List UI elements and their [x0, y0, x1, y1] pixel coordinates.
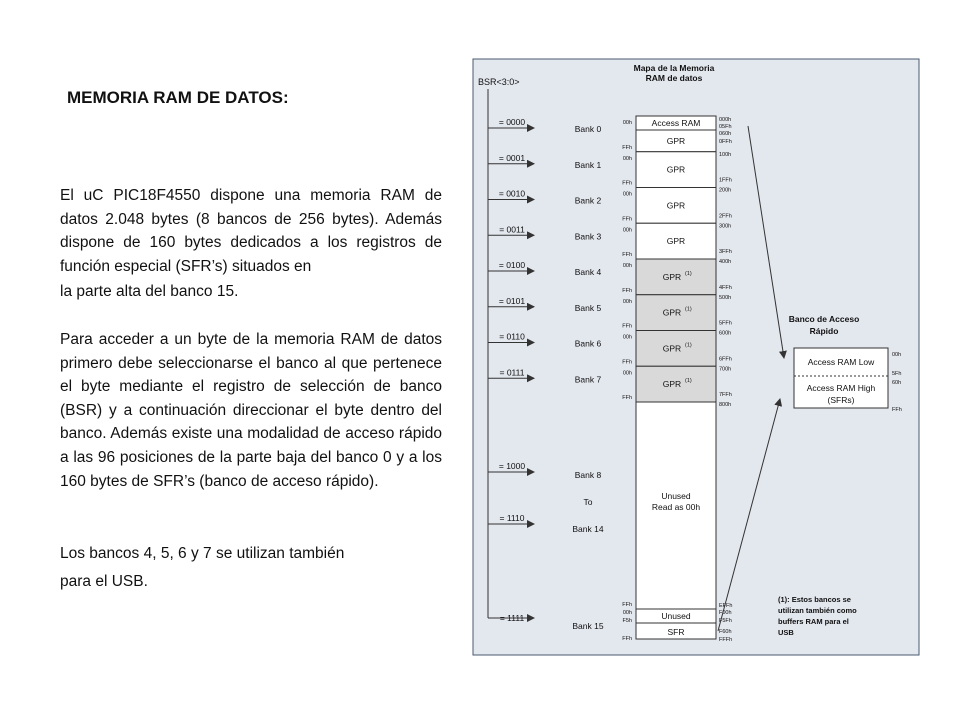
note-line4: USB	[778, 628, 794, 637]
gpr-label: GPR	[666, 236, 686, 247]
address-right: 2FFh	[719, 213, 732, 220]
address-right: 600h	[719, 330, 732, 337]
access-ram-high-label: Access RAM High	[806, 383, 876, 393]
fast-bank-address: 60h	[892, 380, 902, 386]
bank-start-address: 00h	[622, 227, 632, 234]
gpr-label-bank0: GPR	[666, 136, 686, 146]
bank-end-address: FFh	[622, 180, 632, 187]
address-05fh: 05Fh	[719, 124, 732, 130]
bank15-left-address: FFh	[622, 636, 632, 642]
bsr-value: = 0011	[499, 224, 525, 235]
note-line2: utilizan también como	[778, 606, 857, 615]
bank-end-address: FFh	[622, 216, 632, 223]
address-right: 3FFh	[719, 249, 732, 255]
bsr-value-1000: = 1000	[498, 461, 526, 471]
bank15-right-address: EFFh	[719, 603, 733, 609]
paragraph-usb-banks-cont: para el USB.	[60, 573, 148, 590]
address-right: 400h	[719, 259, 732, 265]
gpr-label: GPR	[666, 200, 686, 211]
address-right: 6FFh	[719, 356, 732, 363]
bsr-value: = 0100	[498, 260, 526, 270]
address-right: 500h	[719, 294, 732, 301]
address-0ffh: 0FFh	[719, 139, 732, 145]
address-right: 300h	[719, 223, 732, 230]
address-000h: 000h	[719, 117, 732, 123]
bank-end-address: FFh	[622, 144, 632, 151]
fast-bank-address: 00h	[892, 352, 902, 358]
paragraph-ram-size-cont: la parte alta del banco 15.	[60, 283, 239, 300]
bank-end-address: FFh	[622, 395, 632, 401]
bsr-value-1110: = 1110	[499, 513, 525, 523]
paragraph-ram-size: El uC PIC18F4550 dispone una memoria RAM de datos 2.048 bytes (8 bancos de 256 bytes). Además dispone de 160 bytes dedicados a los registros de función especial (SFR’s) situados en	[60, 187, 442, 275]
bank-label: Bank 3	[574, 231, 602, 242]
to-label: To	[583, 497, 593, 507]
bank-label: Bank 7	[574, 374, 602, 385]
bank-start-address: 00h	[622, 155, 632, 162]
bank15-sfr-label: SFR	[667, 627, 685, 637]
diagram-title-line2: RAM de datos	[645, 73, 703, 83]
bsr-value: = 0110	[499, 331, 525, 342]
bank-label: Bank 5	[574, 302, 602, 313]
bank-label: Bank 4	[574, 267, 602, 277]
bank15-right-address: FFFh	[719, 637, 733, 643]
bank15-unused-label: Unused	[661, 611, 691, 621]
gpr-label: GPR	[666, 164, 686, 175]
gpr-label: GPR	[662, 379, 682, 390]
gpr-footnote-marker: (1)	[685, 378, 692, 385]
gpr-label: GPR	[662, 307, 682, 318]
bank-start-address: 00h	[622, 370, 632, 377]
fast-bank-title-line1: Banco de Acceso	[788, 314, 860, 324]
unused-label-line2: Read as 00h	[651, 502, 701, 512]
address-right: 1FFh	[719, 177, 732, 184]
bank15-left-address: FFh	[622, 602, 632, 608]
bank-label: Bank 1	[574, 159, 602, 170]
address-right: 5FFh	[719, 320, 732, 327]
bank-start-address: 00h	[622, 263, 632, 269]
bank-end-address: FFh	[622, 359, 632, 366]
bank15-left-address: 00h	[622, 610, 632, 616]
fast-bank-address: FFh	[892, 407, 902, 413]
address-right: 4FFh	[719, 284, 732, 291]
access-ram-high-sfrs-label: (SFRs)	[827, 395, 855, 405]
bank-start-address: 00h	[622, 334, 632, 341]
bank-start-address: 00h	[622, 120, 632, 126]
bank15-right-address: F60h	[719, 629, 732, 635]
address-right: 800h	[719, 402, 732, 408]
bank-end-address: FFh	[622, 287, 632, 294]
bsr-value: = 0111	[499, 367, 525, 378]
gpr-label: GPR	[662, 343, 682, 354]
paragraph-usb-banks: Los bancos 4, 5, 6 y 7 se utilizan también	[60, 545, 345, 562]
unused-label-line1: Unused	[661, 491, 691, 501]
note-line3: buffers RAM para el	[778, 617, 849, 626]
slide-title: MEMORIA RAM DE DATOS:	[67, 88, 289, 107]
bank15-right-address: F5Fh	[719, 618, 732, 624]
bank14-label: Bank 14	[572, 524, 604, 534]
access-ram-low-label: Access RAM Low	[807, 357, 875, 367]
access-ram-label: Access RAM	[651, 118, 701, 128]
bank15-right-address: F00h	[719, 610, 732, 616]
diagram-title-line1: Mapa de la Memoria	[633, 63, 715, 73]
bank-label: Bank 2	[574, 195, 602, 206]
bsr-label: BSR<3:0>	[478, 77, 520, 87]
gpr-label: GPR	[662, 271, 682, 282]
bank-end-address: FFh	[622, 252, 632, 258]
fast-bank-title-line2: Rápido	[809, 326, 839, 336]
bank-start-address: 00h	[622, 298, 632, 305]
bank15-left-address: F5h	[622, 618, 632, 624]
bank-end-address: FFh	[622, 323, 632, 330]
gpr-footnote-marker: (1)	[685, 270, 692, 277]
address-right: 700h	[719, 366, 732, 373]
bank-label: Bank 6	[574, 338, 602, 349]
bsr-value-1111: = 1111	[499, 613, 525, 623]
address-right: 200h	[719, 187, 732, 194]
address-right: 7FFh	[719, 392, 732, 398]
bank8-label: Bank 8	[574, 470, 602, 480]
bsr-value: = 0000	[498, 117, 526, 127]
bsr-value: = 0001	[498, 152, 526, 163]
gpr-footnote-marker: (1)	[685, 342, 692, 349]
paragraph-bank-select: Para acceder a un byte de la memoria RAM de datos primero debe seleccionarse el banco al que pertenece el byte mediante el registro de selección de banco (BSR) y a continuación direccionar el byte dentro del banco. Además existe una modalidad de acceso rápido a las 96 posiciones de la parte baja del banco 0 y a los 160 bytes de SFR’s (banco de acceso rápido).	[60, 331, 442, 490]
gpr-footnote-marker: (1)	[685, 306, 692, 313]
bsr-value: = 0101	[498, 295, 526, 306]
bsr-value: = 0010	[498, 188, 526, 199]
bank-label: Bank 0	[574, 124, 602, 134]
address-right: 100h	[719, 151, 732, 158]
address-060h: 060h	[719, 131, 732, 137]
bank-start-address: 00h	[622, 191, 632, 198]
note-line1: (1): Estos bancos se	[778, 595, 851, 604]
fast-bank-address: 5Fh	[892, 371, 902, 377]
ram-memory-map-diagram	[472, 58, 948, 656]
bank15-label: Bank 15	[572, 621, 604, 631]
